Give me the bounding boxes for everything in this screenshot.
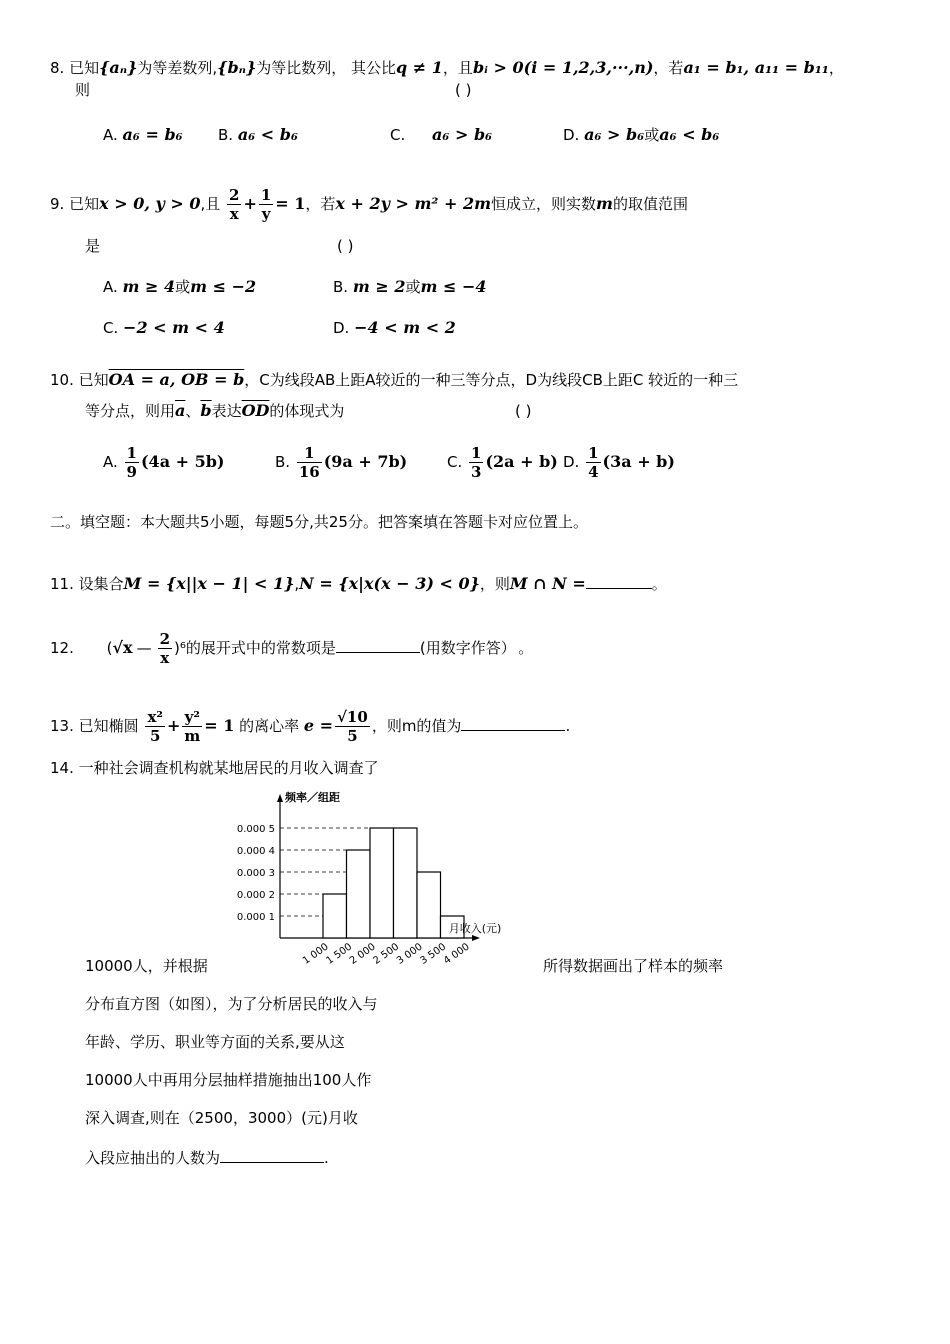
frac-den: m bbox=[184, 727, 201, 745]
q9-math-m: m bbox=[596, 194, 613, 213]
frac-den: x bbox=[160, 649, 170, 667]
q11-set-n: N = {x|x(x − 3) < 0} bbox=[299, 574, 480, 593]
frac-num: 1 bbox=[588, 444, 599, 462]
frac-den: 16 bbox=[298, 463, 320, 481]
q8-text: ，若 bbox=[653, 59, 684, 77]
q13-frac-ecc bbox=[335, 708, 370, 745]
q10-option-a-frac bbox=[125, 444, 139, 481]
q9-fraction-2x bbox=[227, 186, 241, 223]
q14-number: 14. bbox=[50, 759, 74, 777]
q10-line2 bbox=[85, 401, 344, 421]
histogram-bar bbox=[347, 850, 371, 938]
q12-sqrt-x: √x bbox=[112, 638, 133, 657]
q14-text: 入段应抽出的人数为 bbox=[85, 1149, 221, 1167]
x-tick-label: 4 000 bbox=[441, 941, 472, 967]
x-tick-label: 2 500 bbox=[371, 941, 402, 967]
frac-num: 2 bbox=[159, 630, 170, 648]
frac-num: √10 bbox=[337, 708, 368, 726]
section-heading-fill-in: 二。填空题：本大题共5小题，每题5分,共25分。把答案填在答题卡对应位置上。 bbox=[50, 513, 588, 531]
y-tick-label: 0.000 3 bbox=[236, 868, 275, 879]
q9-option-a-math2: m ≤ −2 bbox=[190, 277, 257, 296]
frac-num: x² bbox=[147, 708, 163, 726]
frac-den: 3 bbox=[471, 463, 482, 481]
q10-text: 等分点，则用 bbox=[85, 402, 176, 420]
option-label: B. bbox=[333, 278, 349, 296]
q8-number: 8. bbox=[50, 59, 65, 77]
q9-text: ,且 bbox=[200, 195, 221, 213]
q9-text: 已知 bbox=[69, 195, 100, 213]
option-label: C. bbox=[390, 126, 406, 144]
option-label: C. bbox=[447, 453, 463, 471]
q8-option-d-or: 或 bbox=[644, 126, 660, 144]
q13-text: . bbox=[565, 717, 571, 735]
q10-option-a-expr: (4a + 5b) bbox=[140, 452, 225, 471]
q8-line2 bbox=[75, 80, 90, 100]
histogram-bar bbox=[370, 828, 394, 938]
q10-option-d bbox=[563, 440, 675, 484]
q8-math-cond2: a₁ = b₁, a₁₁ = b₁₁ bbox=[683, 58, 829, 77]
option-label: A. bbox=[103, 278, 118, 296]
frac-num: y² bbox=[182, 708, 202, 727]
q9-text: 恒成立，则实数 bbox=[491, 195, 597, 213]
q8-math-cond: bᵢ > 0(i = 1,2,3,···,n) bbox=[472, 58, 654, 77]
frac-num: 1 bbox=[126, 444, 137, 462]
q9-text: ，若 bbox=[305, 195, 336, 213]
q14-text: . bbox=[324, 1149, 329, 1167]
q13-e: e = bbox=[303, 716, 334, 735]
q12-text: 。 bbox=[518, 639, 534, 657]
option-label: A. bbox=[103, 453, 118, 471]
q9-line1 bbox=[50, 180, 688, 228]
x-axis-label: 月收入(元) bbox=[448, 922, 502, 935]
q9-option-b-or: 或 bbox=[405, 278, 421, 296]
q8-math-an: {aₙ} bbox=[99, 58, 138, 77]
q8-line1 bbox=[50, 58, 844, 78]
q9-line2: 是 bbox=[85, 237, 101, 255]
frac-num: 1 bbox=[471, 444, 482, 462]
q10-vec-b: $\overline{b}$ bbox=[200, 401, 212, 420]
q12-text: 的展开式中的常数项是 bbox=[185, 639, 336, 657]
q10-number: 10. bbox=[50, 371, 74, 389]
y-axis-arrow bbox=[277, 794, 283, 802]
q10-answer-paren: ( ) bbox=[515, 402, 532, 420]
q9-eq: = 1 bbox=[275, 194, 306, 213]
q8-text: ，且 bbox=[442, 59, 473, 77]
q12-answer-blank[interactable] bbox=[336, 636, 420, 653]
q10-option-b bbox=[275, 440, 407, 484]
q8-text: ， bbox=[828, 59, 844, 77]
q8-math-bn: {bₙ} bbox=[217, 58, 257, 77]
q9-option-a bbox=[103, 277, 256, 297]
x-tick-label: 3 500 bbox=[418, 941, 449, 967]
q8-option-a-math: a₆ = b₆ bbox=[122, 125, 183, 144]
x-tick-label: 2 000 bbox=[347, 941, 378, 967]
frac-num: 1 bbox=[297, 444, 322, 463]
frac-den: 5 bbox=[347, 727, 358, 745]
q8-option-a bbox=[103, 125, 183, 145]
histogram-bar bbox=[323, 894, 347, 938]
q12-fraction bbox=[158, 630, 172, 667]
q8-option-b bbox=[218, 125, 298, 145]
q9-option-c bbox=[103, 318, 225, 338]
q9-option-b-math1: m ≥ 2 bbox=[352, 277, 406, 296]
q11-text: , bbox=[294, 575, 300, 593]
q10-option-d-frac bbox=[586, 444, 600, 481]
q12-text: ( bbox=[106, 639, 113, 657]
q10-option-c bbox=[447, 440, 558, 484]
q10-option-a bbox=[103, 440, 225, 484]
q14-answer-blank[interactable] bbox=[220, 1146, 324, 1163]
q8-option-d-math1: a₆ > b₆ bbox=[584, 125, 645, 144]
q14-line3: 年龄、学历、职业等方面的关系,要从这 bbox=[85, 1033, 345, 1051]
q10-text: 表达 bbox=[211, 402, 242, 420]
y-tick-label: 0.000 4 bbox=[236, 846, 275, 857]
q8-text: 则 bbox=[75, 81, 91, 99]
histogram-chart bbox=[225, 790, 545, 980]
option-label: B. bbox=[275, 453, 291, 471]
q13-text: 已知椭圆 bbox=[78, 717, 139, 735]
q10-vec-a: $\overline{a}$ bbox=[175, 401, 186, 420]
q8-option-c-math: a₆ > b₆ bbox=[432, 125, 493, 144]
q14-text: 一种社会调查机构就某地居民的月收入调查了 bbox=[78, 759, 379, 777]
q9-fraction-1y bbox=[259, 186, 273, 223]
q9-option-b bbox=[333, 277, 486, 297]
q13-plus: + bbox=[166, 716, 181, 735]
option-label: A. bbox=[103, 126, 118, 144]
q9-option-c-math: −2 < m < 4 bbox=[123, 318, 225, 337]
q10-vec-od: $\overline{OD}$ bbox=[241, 401, 270, 420]
q11-text: 。 bbox=[651, 575, 667, 593]
q13-frac-y2 bbox=[182, 708, 202, 745]
q14-line1a: 10000人，并根据 bbox=[85, 957, 208, 975]
option-label: C. bbox=[103, 319, 119, 337]
q10-option-b-frac bbox=[297, 444, 322, 481]
q14-line0 bbox=[50, 758, 379, 778]
q9-math-ineq: x + 2y > m² + 2m bbox=[335, 194, 492, 213]
option-label: D. bbox=[563, 126, 580, 144]
q13-text: ，则m的值为 bbox=[371, 717, 462, 735]
q9-frac-den: y bbox=[261, 205, 271, 223]
q9-option-a-math1: m ≥ 4 bbox=[122, 277, 176, 296]
q13-text: 的离心率 bbox=[239, 717, 300, 735]
q9-number: 9. bbox=[50, 195, 65, 213]
q9-option-d-math: −4 < m < 2 bbox=[354, 318, 456, 337]
q10-option-c-expr: (2a + b) bbox=[485, 452, 558, 471]
q9-math-cond: x > 0, y > 0 bbox=[99, 194, 201, 213]
q9-option-d bbox=[333, 318, 456, 338]
q8-text: 为等比数列， 其公比 bbox=[256, 59, 397, 77]
x-axis-arrow bbox=[472, 935, 480, 941]
q12-number: 12. bbox=[50, 639, 74, 657]
q10-math-vectors: OA = a, OB = b bbox=[108, 370, 245, 389]
q11-number: 11. bbox=[50, 575, 74, 593]
q11-line bbox=[50, 572, 667, 594]
y-axis-label: 频率／组距 bbox=[285, 791, 340, 804]
q10-line1 bbox=[50, 370, 738, 390]
histogram-bar bbox=[394, 828, 418, 938]
y-tick-label: 0.000 2 bbox=[236, 890, 275, 901]
q13-number: 13. bbox=[50, 717, 74, 735]
q10-text: ，C为线段AB上距A较近的一种三等分点，D为线段CB上距C 较近的一种三 bbox=[244, 371, 739, 389]
q10-option-d-expr: (3a + b) bbox=[602, 452, 675, 471]
q14-line5: 深入调查,则在（2500，3000）(元)月收 bbox=[85, 1109, 358, 1127]
q11-text: ，则 bbox=[479, 575, 510, 593]
option-label: B. bbox=[218, 126, 234, 144]
q14-line2: 分布直方图（如图），为了分析居民的收入与 bbox=[85, 995, 378, 1013]
frac-den: 5 bbox=[149, 727, 161, 745]
q13-frac-x2 bbox=[145, 708, 165, 745]
q11-answer-blank[interactable] bbox=[586, 572, 652, 589]
x-tick-label: 1 000 bbox=[300, 941, 331, 967]
q13-line bbox=[50, 700, 570, 752]
y-tick-label: 0.000 5 bbox=[236, 824, 275, 835]
q13-answer-blank[interactable] bbox=[461, 714, 565, 731]
q11-intersection: M ∩ N = bbox=[509, 574, 586, 593]
q8-text: 已知 bbox=[69, 59, 100, 77]
q10-option-c-frac bbox=[469, 444, 483, 481]
x-tick-label: 1 500 bbox=[324, 941, 355, 967]
q12-line bbox=[50, 622, 533, 674]
q14-line4: 10000人中再用分层抽样措施抽出100人作 bbox=[85, 1071, 372, 1089]
q9-frac-num: 1 bbox=[260, 186, 272, 204]
q12-text: (用数字作答） bbox=[419, 639, 509, 657]
frac-den: 4 bbox=[588, 463, 599, 481]
q14-line1b: 所得数据画出了样本的频率 bbox=[543, 957, 724, 975]
q11-text: 设集合 bbox=[78, 575, 124, 593]
option-label: D. bbox=[333, 319, 350, 337]
q14-line6 bbox=[85, 1146, 329, 1168]
histogram-bar bbox=[417, 872, 441, 938]
q9-option-a-or: 或 bbox=[175, 278, 191, 296]
q12-text: )⁶ bbox=[174, 639, 186, 657]
x-tick-label: 3 000 bbox=[394, 941, 425, 967]
q9-frac-num: 2 bbox=[229, 186, 240, 204]
q9-answer-paren: ( ) bbox=[337, 237, 354, 255]
q8-math-q: q ≠ 1 bbox=[396, 58, 443, 77]
q8-answer-paren: ( ) bbox=[455, 81, 472, 99]
q12-minus: — bbox=[136, 639, 152, 657]
q9-text: 的取值范围 bbox=[612, 195, 688, 213]
q8-text: 为等差数列, bbox=[137, 59, 218, 77]
q9-option-b-math2: m ≤ −4 bbox=[420, 277, 487, 296]
q9-plus: + bbox=[243, 194, 257, 213]
q9-frac-den: x bbox=[229, 205, 239, 223]
q10-option-b-expr: (9a + 7b) bbox=[323, 452, 408, 471]
frac-den: 9 bbox=[126, 463, 137, 481]
q13-eq: = 1 bbox=[204, 716, 235, 735]
q8-option-c bbox=[390, 125, 492, 145]
y-tick-label: 0.000 1 bbox=[236, 912, 275, 923]
q10-text: 、 bbox=[185, 402, 201, 420]
q10-text: 的体现式为 bbox=[269, 402, 345, 420]
q8-option-d-math2: a₆ < b₆ bbox=[659, 125, 720, 144]
q8-option-b-math: a₆ < b₆ bbox=[237, 125, 298, 144]
option-label: D. bbox=[563, 453, 580, 471]
q11-set-m: M = {x||x − 1| < 1} bbox=[123, 574, 295, 593]
histogram-bars bbox=[323, 828, 464, 938]
q10-text: 已知 bbox=[78, 371, 109, 389]
q8-option-d bbox=[563, 125, 719, 145]
